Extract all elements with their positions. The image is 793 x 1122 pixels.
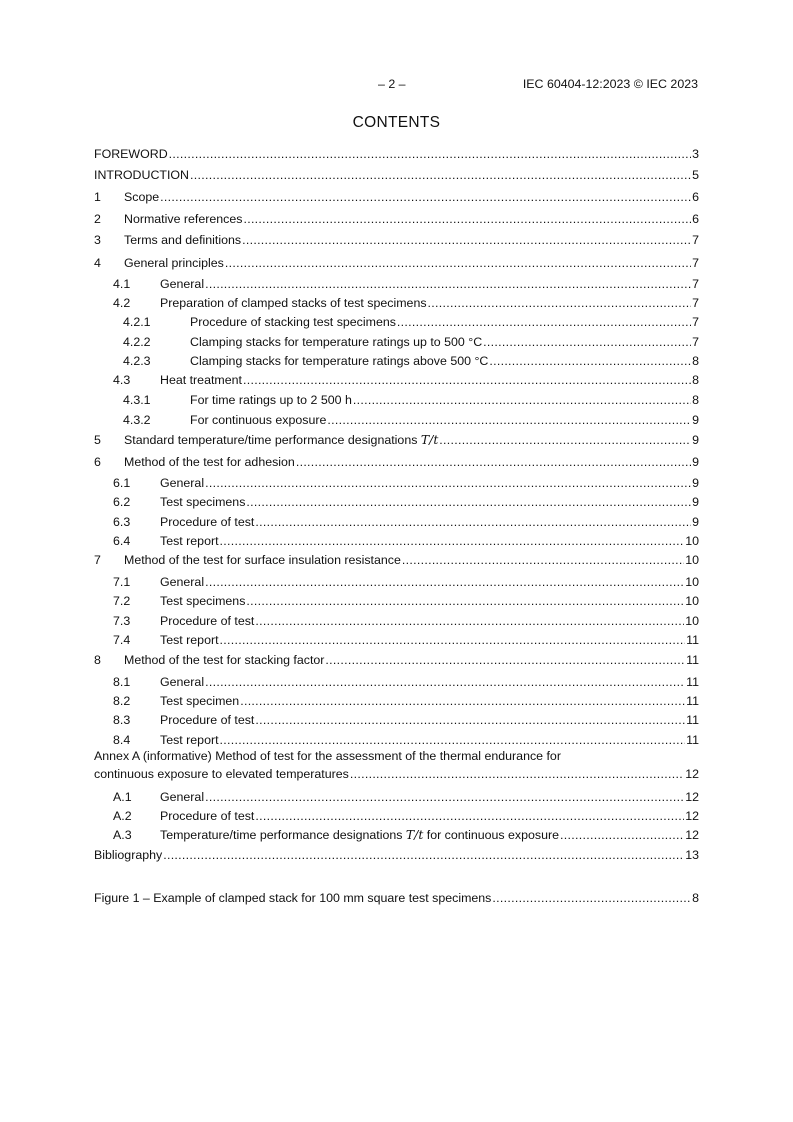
toc-entry-page: 9 [692, 433, 699, 447]
toc-entry-page: 12 [685, 790, 699, 804]
toc-entry-page: 6 [692, 212, 699, 226]
toc-entry-title: Test report [160, 534, 219, 548]
toc-entry-number: A.2 [113, 809, 132, 823]
toc-entry-number: 8.4 [113, 733, 131, 747]
toc-entry[interactable] [94, 294, 699, 312]
toc-entry-symbol: T/t [420, 432, 439, 447]
dot-leader [163, 846, 684, 864]
toc-entry[interactable] [94, 474, 699, 492]
toc-entry-title: Heat treatment [160, 373, 242, 387]
toc-entry-title: Preparation of clamped stacks of test specimens [160, 296, 427, 310]
toc-entry[interactable] [94, 254, 699, 272]
dot-leader [242, 231, 691, 249]
toc-entry-title: Normative references [124, 212, 243, 226]
toc-entry[interactable] [94, 371, 699, 389]
toc-entry-title: Terms and definitions [124, 233, 242, 247]
toc-entry-page: 7 [692, 335, 699, 349]
toc-entry-page: 7 [692, 233, 699, 247]
toc-entry-number: 7.2 [113, 594, 131, 608]
dot-leader [353, 391, 691, 409]
dot-leader [350, 765, 684, 783]
toc-entry-title: General principles [124, 256, 224, 270]
toc-entry-page: 12 [685, 809, 699, 823]
toc-entry-page: 7 [692, 256, 699, 270]
toc-entry-page: 8 [692, 373, 699, 387]
dot-leader [190, 166, 691, 184]
toc-entry[interactable] [94, 166, 699, 184]
toc-entry-title: For continuous exposure [190, 413, 327, 427]
toc-entry-number: 6.1 [113, 476, 131, 490]
dot-leader [489, 352, 691, 370]
toc-entry-number: 7.3 [113, 614, 131, 628]
toc-entry-title: FOREWORD [94, 147, 168, 161]
toc-entry[interactable] [94, 573, 699, 591]
toc-entry-number: 1 [94, 190, 101, 204]
dot-leader [428, 294, 692, 312]
figure-entry[interactable] [94, 889, 699, 907]
dot-leader [397, 313, 691, 331]
toc-entry-number: A.1 [113, 790, 132, 804]
toc-entry-title: Scope [124, 190, 160, 204]
toc-entry-title: continuous exposure to elevated temperatures [94, 767, 349, 781]
toc-entry[interactable] [94, 453, 699, 471]
toc-entry-title: Test report [160, 733, 219, 747]
toc-entry-title: Test specimens [160, 594, 246, 608]
toc-entry-number: 7.4 [113, 633, 131, 647]
toc-entry-number: 4.1 [113, 277, 131, 291]
toc-entry-title: General [160, 790, 205, 804]
toc-entry[interactable] [94, 551, 699, 569]
toc-entry[interactable] [94, 313, 699, 331]
dot-leader [246, 592, 684, 610]
toc-entry-page: 11 [686, 733, 699, 747]
toc-entry-title: Bibliography [94, 848, 163, 862]
toc-entry-page: 3 [692, 147, 699, 161]
toc-entry[interactable] [94, 612, 699, 630]
toc-entry-page: 9 [692, 515, 699, 529]
toc-entry-number: 4.3.1 [123, 393, 151, 407]
toc-entry-number: A.3 [113, 828, 132, 842]
toc-entry[interactable] [94, 493, 699, 511]
dot-leader [255, 807, 684, 825]
dot-leader [402, 551, 684, 569]
dot-leader [255, 711, 685, 729]
dot-leader [327, 411, 691, 429]
toc-entry[interactable] [94, 692, 699, 710]
toc-entry-title: Procedure of test [160, 809, 255, 823]
toc-entry-number: 4.2.3 [123, 354, 151, 368]
toc-entry-title: Method of the test for surface insulation resistance [124, 553, 401, 567]
toc-entry-page: 12 [685, 828, 699, 842]
toc-entry[interactable] [94, 846, 699, 864]
toc-entry-page: 10 [685, 594, 699, 608]
dot-leader [483, 333, 691, 351]
dot-leader [246, 493, 691, 511]
toc-entry-title: Method of the test for stacking factor [124, 653, 325, 667]
dot-leader [492, 889, 691, 907]
toc-entry-title: Clamping stacks for temperature ratings above 500 °C [190, 354, 489, 368]
toc-entry[interactable] [94, 145, 699, 163]
toc-entry-number: 6.4 [113, 534, 131, 548]
toc-entry-page: 11 [686, 694, 699, 708]
dot-leader [205, 788, 684, 806]
toc-entry[interactable] [94, 333, 699, 351]
toc-entry[interactable] [94, 352, 699, 370]
dot-leader [325, 651, 685, 669]
toc-entry[interactable] [94, 826, 699, 844]
toc-entry-number: 6.3 [113, 515, 131, 529]
toc-entry-number: 4.2 [113, 296, 131, 310]
toc-entry-title: Clamping stacks for temperature ratings up to 500 °C [190, 335, 483, 349]
toc-entry-number: 4.3.2 [123, 413, 151, 427]
toc-entry-symbol: T/t [405, 827, 424, 842]
dot-leader [169, 145, 691, 163]
dot-leader [560, 826, 684, 844]
toc-entry-number: 7 [94, 553, 101, 567]
toc-entry[interactable] [94, 275, 699, 293]
toc-entry-number: 8.1 [113, 675, 131, 689]
toc-entry-title-line1: Annex A (informative) Method of test for the assessment of the thermal endurance for [94, 749, 561, 763]
toc-entry-title: Test report [160, 633, 219, 647]
toc-entry-page: 8 [692, 393, 699, 407]
dot-leader [243, 371, 691, 389]
toc-entry-number: 4 [94, 256, 101, 270]
toc-entry-page: 9 [692, 413, 699, 427]
toc-entry-page: 10 [685, 575, 699, 589]
toc-entry[interactable] [94, 631, 699, 649]
toc-entry-number: 3 [94, 233, 101, 247]
toc-entry-page: 9 [692, 476, 699, 490]
toc-entry-page: 7 [692, 296, 699, 310]
toc-entry-title: General [160, 476, 205, 490]
toc-entry[interactable] [94, 711, 699, 729]
toc-entry-page: 7 [692, 277, 699, 291]
toc-entry[interactable] [94, 210, 699, 228]
toc-entry[interactable] [94, 788, 699, 806]
toc-entry-title: Procedure of test [160, 614, 255, 628]
toc-entry-page: 7 [692, 315, 699, 329]
toc-entry-page: 11 [686, 653, 699, 667]
toc-entry-page: 11 [686, 713, 699, 727]
toc-entry-title: General [160, 277, 205, 291]
dot-leader [240, 692, 685, 710]
toc-entry-page: 11 [686, 675, 699, 689]
toc-entry-title: Procedure of test [160, 713, 255, 727]
dot-leader [205, 275, 691, 293]
toc-entry-page: 11 [686, 633, 699, 647]
dot-leader [255, 513, 691, 531]
dot-leader [225, 254, 691, 272]
dot-leader [296, 453, 691, 471]
toc-entry[interactable] [94, 391, 699, 409]
contents-title: CONTENTS [352, 114, 441, 131]
toc-entry-title: General [160, 575, 205, 589]
dot-leader [205, 573, 684, 591]
dot-leader [243, 210, 691, 228]
toc-entry[interactable] [94, 431, 699, 449]
toc-entry-number: 8.3 [113, 713, 131, 727]
dot-leader [220, 631, 686, 649]
toc-entry[interactable] [94, 532, 699, 550]
toc-entry-title: Standard temperature/time performance designations T/t [124, 432, 439, 447]
toc-entry[interactable] [94, 807, 699, 825]
toc-entry-number: 6.2 [113, 495, 131, 509]
toc-entry-number: 6 [94, 455, 101, 469]
toc-entry-number: 5 [94, 433, 101, 447]
toc-entry-page: 6 [692, 190, 699, 204]
toc-entry[interactable] [94, 231, 699, 249]
dot-leader [255, 612, 684, 630]
toc-entry-page: 9 [692, 455, 699, 469]
dot-leader [160, 188, 691, 206]
toc-entry[interactable] [94, 188, 699, 206]
toc-entry[interactable] [94, 651, 699, 669]
toc-entry-page: 5 [692, 168, 699, 182]
toc-entry-number: 8 [94, 653, 101, 667]
toc-entry[interactable] [94, 749, 699, 783]
toc-entry-title: Temperature/time performance designations T/t for continuous exposure [160, 827, 560, 842]
toc-entry-title: Test specimens [160, 495, 246, 509]
toc-entry-title: INTRODUCTION [94, 168, 189, 182]
figure-entry-title: Figure 1 – Example of clamped stack for 100 mm square test specimens [94, 891, 492, 905]
standard-reference: IEC 60404-12:2023 © IEC 2023 [522, 77, 698, 91]
page-number: – 2 – [378, 77, 406, 91]
toc-entry[interactable] [94, 513, 699, 531]
toc-entry-number: 4.2.2 [123, 335, 151, 349]
toc-entry-page: 10 [685, 614, 699, 628]
toc-entry-page: 10 [685, 553, 699, 567]
toc-entry-page: 9 [692, 495, 699, 509]
toc-entry-number: 7.1 [113, 575, 131, 589]
dot-leader [439, 431, 691, 449]
toc-entry-number: 4.3 [113, 373, 131, 387]
toc-entry-title: Procedure of stacking test specimens [190, 315, 396, 329]
toc-entry[interactable] [94, 673, 699, 691]
toc-entry-page: 8 [692, 354, 699, 368]
toc-entry-page: 10 [685, 534, 699, 548]
toc-entry[interactable] [94, 411, 699, 429]
toc-entry-title: Test specimen [160, 694, 240, 708]
toc-entry-title: Procedure of test [160, 515, 255, 529]
toc-entry[interactable] [94, 592, 699, 610]
toc-entry-number: 2 [94, 212, 101, 226]
toc-entry-page: 12 [685, 767, 699, 781]
toc-entry-number: 4.2.1 [123, 315, 151, 329]
figure-entry-page: 8 [692, 891, 699, 905]
dot-leader [205, 673, 685, 691]
toc-entry-number: 8.2 [113, 694, 131, 708]
toc-entry-title: For time ratings up to 2 500 h [190, 393, 352, 407]
toc-entry-title: Method of the test for adhesion [124, 455, 295, 469]
dot-leader [205, 474, 691, 492]
toc-entry-title: General [160, 675, 205, 689]
dot-leader [220, 532, 685, 550]
toc-entry-page: 13 [685, 848, 699, 862]
